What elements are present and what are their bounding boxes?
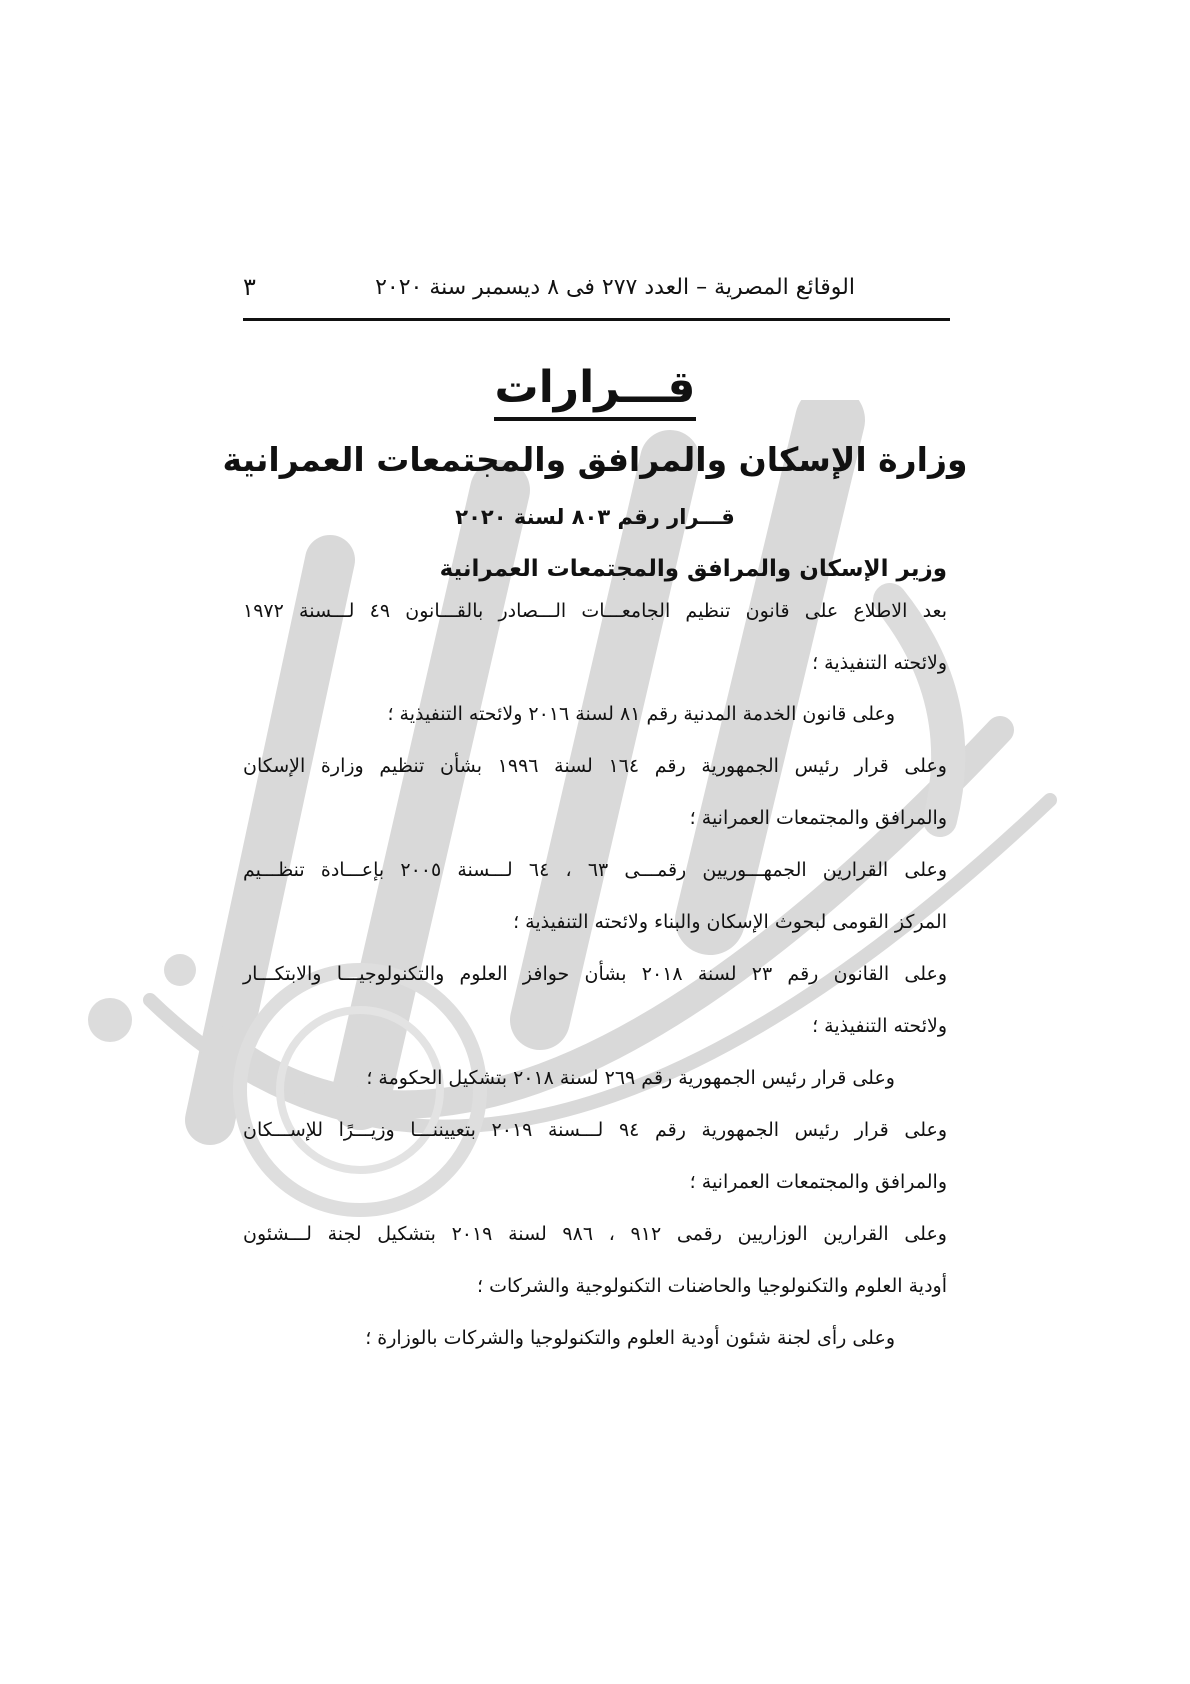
decree-number: قـــرار رقم ٨٠٣ لسنة ٢٠٢٠ [455, 505, 735, 529]
body-line: وعلى القرارين الجمهـــوريين رقمـــى ٦٣ ، ٦٤ لـــسنة ٢٠٠٥ بإعـــادة تنظـــيم [243, 859, 947, 881]
header-divider [243, 318, 950, 321]
watermark-stroke-5 [890, 600, 948, 820]
body-line: وعلى القرارين الوزاريين رقمى ٩١٢ ، ٩٨٦ لسنة ٢٠١٩ بتشكيل لجنة لـــشئون [243, 1223, 947, 1245]
watermark-stroke-2 [540, 460, 670, 1020]
body-line: ولائحته التنفيذية ؛ [812, 1015, 947, 1037]
watermark-image [70, 400, 1090, 1400]
watermark-dot [164, 954, 196, 986]
body-line: وعلى قرار رئيس الجمهورية رقم ١٦٤ لسنة ١٩٩٦ بشأن تنظيم وزارة الإسكان [243, 755, 947, 777]
body-line: وعلى القانون رقم ٢٣ لسنة ٢٠١٨ بشأن حوافز العلوم والتكنولوجيـــا والابتكـــار [243, 963, 947, 985]
body-line: ولائحته التنفيذية ؛ [812, 652, 947, 674]
body-line: المركز القومى لبحوث الإسكان والبناء ولائحته التنفيذية ؛ [513, 911, 947, 933]
watermark-seal [240, 970, 480, 1210]
body-line: وعلى قانون الخدمة المدنية رقم ٨١ لسنة ٢٠١٦ ولائحته التنفيذية ؛ [387, 703, 895, 725]
body-line: وعلى قرار رئيس الجمهورية رقم ٩٤ لـــسنة ٢٠١٩ بتعييننـــا وزيـــرًا للإســـكان [243, 1119, 947, 1141]
section-title-text: قـــرارات [494, 360, 695, 421]
watermark-seal-inner [280, 1010, 440, 1170]
body-line: أودية العلوم والتكنولوجيا والحاضنات التكنولوجية والشركات ؛ [476, 1275, 947, 1297]
header-title: الوقائع المصرية – العدد ٢٧٧ فى ٨ ديسمبر سنة ٢٠٢٠ [375, 275, 855, 300]
page-header [243, 273, 950, 315]
watermark-dot [88, 998, 132, 1042]
body-line: وعلى رأى لجنة شئون أودية العلوم والتكنولوجيا والشركات بالوزارة ؛ [365, 1327, 895, 1349]
body-line: بعد الاطلاع على قانون تنظيم الجامعـــات الـــصادر بالقـــانون ٤٩ لـــسنة ١٩٧٢ [243, 600, 947, 622]
page-number: ٣ [243, 273, 256, 301]
ministry-name: وزارة الإسكان والمرافق والمجتمعات العمرانية [222, 440, 968, 479]
minister-title: وزير الإسكان والمرافق والمجتمعات العمرانية [439, 556, 947, 582]
body-line: وعلى قرار رئيس الجمهورية رقم ٢٦٩ لسنة ٢٠١٨ بتشكيل الحكومة ؛ [366, 1067, 895, 1089]
watermark-stroke-4 [210, 560, 330, 1120]
body-line: والمرافق والمجتمعات العمرانية ؛ [689, 1171, 947, 1193]
body-line: والمرافق والمجتمعات العمرانية ؛ [689, 807, 947, 829]
section-title [0, 360, 1190, 421]
